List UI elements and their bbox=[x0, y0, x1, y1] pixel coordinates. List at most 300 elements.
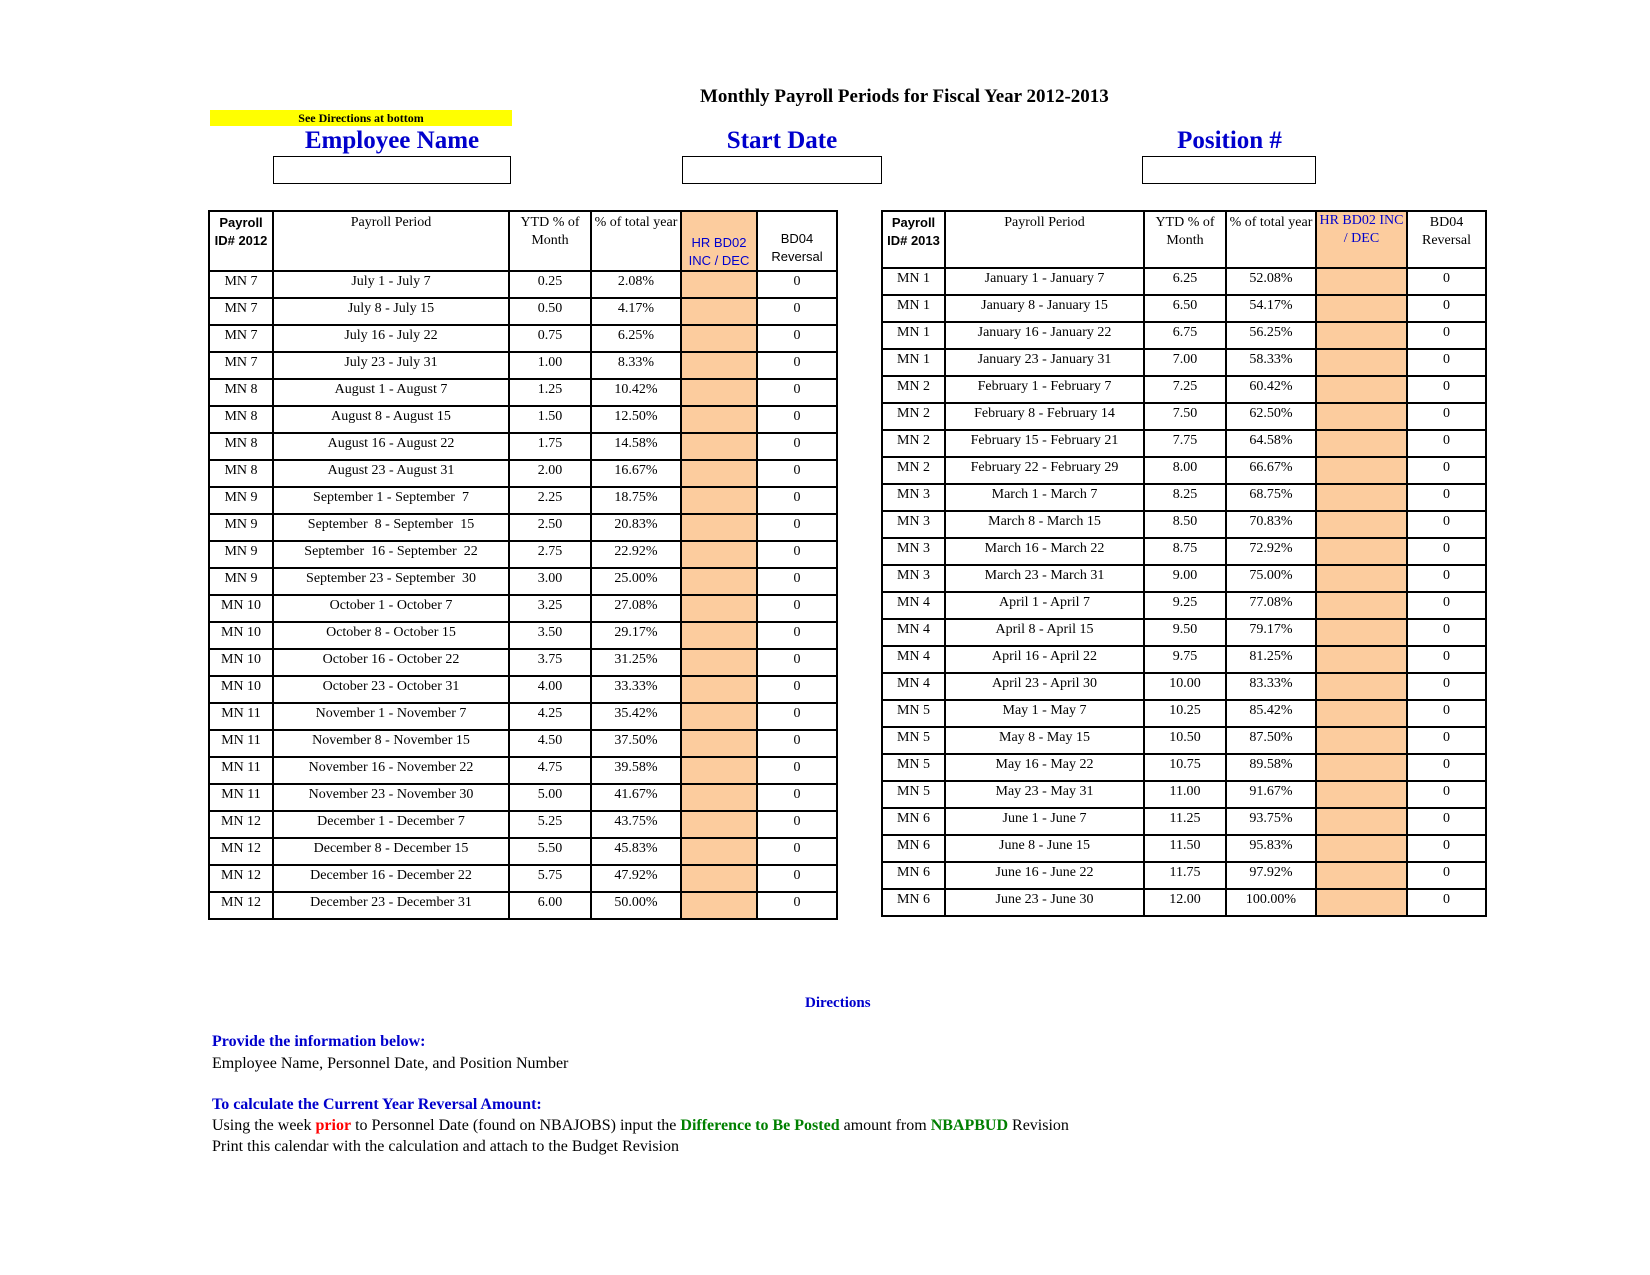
bd04-cell: 0 bbox=[1407, 646, 1486, 673]
bd04-cell: 0 bbox=[1407, 592, 1486, 619]
payroll-id-cell: MN 6 bbox=[882, 808, 945, 835]
pct-total-cell: 95.83% bbox=[1226, 835, 1316, 862]
table-row bbox=[882, 349, 1486, 376]
table-row bbox=[209, 595, 837, 622]
payroll-id-cell: MN 7 bbox=[209, 325, 273, 352]
start-date-label: Start Date bbox=[726, 127, 838, 154]
payroll-period-cell: August 1 - August 7 bbox=[273, 379, 509, 406]
ytd-cell: 2.25 bbox=[509, 487, 591, 514]
payroll-id-cell: MN 9 bbox=[209, 487, 273, 514]
payroll-id-cell: MN 6 bbox=[882, 889, 945, 916]
table-row bbox=[209, 865, 837, 892]
table-row bbox=[882, 457, 1486, 484]
bd04-cell: 0 bbox=[757, 865, 837, 892]
payroll-period-cell: May 8 - May 15 bbox=[945, 727, 1144, 754]
hr-bd02-cell[interactable] bbox=[681, 865, 757, 892]
hr-bd02-cell[interactable] bbox=[1316, 754, 1407, 781]
table-row bbox=[209, 811, 837, 838]
payroll-id-cell: MN 12 bbox=[209, 865, 273, 892]
payroll-period-cell: January 23 - January 31 bbox=[945, 349, 1144, 376]
table-row bbox=[209, 406, 837, 433]
ytd-cell: 0.75 bbox=[509, 325, 591, 352]
table-row bbox=[209, 352, 837, 379]
pct-total-cell: 39.58% bbox=[591, 757, 681, 784]
payroll-period-cell: February 8 - February 14 bbox=[945, 403, 1144, 430]
bd04-cell: 0 bbox=[757, 379, 837, 406]
table-row bbox=[209, 703, 837, 730]
table-row bbox=[882, 727, 1486, 754]
table-row bbox=[882, 592, 1486, 619]
payroll-period-cell: December 23 - December 31 bbox=[273, 892, 509, 919]
hr-bd02-cell[interactable] bbox=[1316, 646, 1407, 673]
bd04-cell: 0 bbox=[1407, 268, 1486, 295]
bd04-cell: 0 bbox=[1407, 430, 1486, 457]
ytd-cell: 9.25 bbox=[1144, 592, 1226, 619]
hr-bd02-cell[interactable] bbox=[1316, 430, 1407, 457]
pct-total-cell: 68.75% bbox=[1226, 484, 1316, 511]
ytd-cell: 5.00 bbox=[509, 784, 591, 811]
ytd-cell: 6.50 bbox=[1144, 295, 1226, 322]
bd04-cell: 0 bbox=[757, 568, 837, 595]
payroll-period-header: Payroll Period bbox=[945, 211, 1144, 268]
hr-bd02-cell[interactable] bbox=[681, 730, 757, 757]
table-row bbox=[882, 889, 1486, 916]
payroll-period-cell: October 16 - October 22 bbox=[273, 649, 509, 676]
payroll-id-cell: MN 6 bbox=[882, 862, 945, 889]
payroll-id-cell: MN 10 bbox=[209, 595, 273, 622]
bd04-cell: 0 bbox=[757, 892, 837, 919]
pct-total-cell: 45.83% bbox=[591, 838, 681, 865]
payroll-period-cell: April 1 - April 7 bbox=[945, 592, 1144, 619]
pct-total-cell: 58.33% bbox=[1226, 349, 1316, 376]
hr-bd02-cell[interactable] bbox=[681, 487, 757, 514]
ytd-cell: 2.75 bbox=[509, 541, 591, 568]
hr-bd02-cell[interactable] bbox=[1316, 835, 1407, 862]
calc-line-1-d: Revision bbox=[1008, 1117, 1069, 1134]
pct-total-cell: 64.58% bbox=[1226, 430, 1316, 457]
pct-total-cell: 93.75% bbox=[1226, 808, 1316, 835]
bd04-cell: 0 bbox=[1407, 727, 1486, 754]
bd04-cell: 0 bbox=[1407, 754, 1486, 781]
payroll-id-cell: MN 6 bbox=[882, 835, 945, 862]
bd04-cell: 0 bbox=[757, 595, 837, 622]
hr-bd02-cell[interactable] bbox=[1316, 376, 1407, 403]
payroll-id-cell: MN 3 bbox=[882, 565, 945, 592]
table-header-row bbox=[209, 211, 837, 271]
ytd-cell: 6.75 bbox=[1144, 322, 1226, 349]
payroll-id-cell: MN 9 bbox=[209, 568, 273, 595]
payroll-period-cell: September 8 - September 15 bbox=[273, 514, 509, 541]
payroll-period-cell: May 23 - May 31 bbox=[945, 781, 1144, 808]
hr-bd02-cell[interactable] bbox=[1316, 349, 1407, 376]
bd04-cell: 0 bbox=[757, 406, 837, 433]
hr-bd02-cell[interactable] bbox=[681, 541, 757, 568]
table-row bbox=[209, 784, 837, 811]
pct-total-cell: 31.25% bbox=[591, 649, 681, 676]
table-row bbox=[882, 511, 1486, 538]
payroll-period-cell: March 23 - March 31 bbox=[945, 565, 1144, 592]
payroll-period-cell: January 8 - January 15 bbox=[945, 295, 1144, 322]
table-row bbox=[882, 430, 1486, 457]
table-row bbox=[882, 295, 1486, 322]
hr-bd02-cell[interactable] bbox=[1316, 268, 1407, 295]
payroll-period-cell: April 23 - April 30 bbox=[945, 673, 1144, 700]
pct-total-cell: 8.33% bbox=[591, 352, 681, 379]
payroll-id-cell: MN 10 bbox=[209, 649, 273, 676]
table-row bbox=[209, 514, 837, 541]
bd04-cell: 0 bbox=[757, 622, 837, 649]
hr-bd02-cell[interactable] bbox=[1316, 565, 1407, 592]
pct-total-cell: 4.17% bbox=[591, 298, 681, 325]
bd04-cell: 0 bbox=[1407, 511, 1486, 538]
ytd-cell: 3.00 bbox=[509, 568, 591, 595]
bd04-header: BD04 Reversal bbox=[1407, 211, 1486, 268]
pct-total-header: % of total year bbox=[1226, 211, 1316, 268]
pct-total-cell: 66.67% bbox=[1226, 457, 1316, 484]
table-row bbox=[882, 808, 1486, 835]
ytd-cell: 4.00 bbox=[509, 676, 591, 703]
ytd-cell: 6.25 bbox=[1144, 268, 1226, 295]
payroll-id-cell: MN 7 bbox=[209, 271, 273, 298]
pct-total-cell: 81.25% bbox=[1226, 646, 1316, 673]
hr-bd02-cell[interactable] bbox=[681, 676, 757, 703]
payroll-id-cell: MN 4 bbox=[882, 619, 945, 646]
table-row bbox=[882, 862, 1486, 889]
hr-bd02-cell[interactable] bbox=[681, 703, 757, 730]
ytd-cell: 3.50 bbox=[509, 622, 591, 649]
bd04-cell: 0 bbox=[757, 460, 837, 487]
hr-bd02-cell[interactable] bbox=[681, 838, 757, 865]
ytd-cell: 8.25 bbox=[1144, 484, 1226, 511]
table-row bbox=[882, 268, 1486, 295]
pct-total-cell: 29.17% bbox=[591, 622, 681, 649]
payroll-id-cell: MN 3 bbox=[882, 484, 945, 511]
ytd-cell: 11.50 bbox=[1144, 835, 1226, 862]
hr-bd02-cell[interactable] bbox=[1316, 727, 1407, 754]
table-row bbox=[209, 460, 837, 487]
payroll-id-cell: MN 11 bbox=[209, 703, 273, 730]
bd04-cell: 0 bbox=[757, 352, 837, 379]
payroll-period-cell: September 16 - September 22 bbox=[273, 541, 509, 568]
pct-total-cell: 41.67% bbox=[591, 784, 681, 811]
payroll-id-cell: MN 3 bbox=[882, 511, 945, 538]
pct-total-cell: 83.33% bbox=[1226, 673, 1316, 700]
hr-bd02-cell[interactable] bbox=[1316, 295, 1407, 322]
payroll-id-cell: MN 9 bbox=[209, 541, 273, 568]
hr-bd02-cell[interactable] bbox=[681, 514, 757, 541]
ytd-cell: 10.50 bbox=[1144, 727, 1226, 754]
hr-bd02-cell[interactable] bbox=[681, 784, 757, 811]
hr-bd02-cell[interactable] bbox=[681, 568, 757, 595]
bd04-cell: 0 bbox=[757, 541, 837, 568]
employee-name-field[interactable] bbox=[273, 156, 511, 184]
hr-bd02-cell[interactable] bbox=[1316, 700, 1407, 727]
pct-total-cell: 25.00% bbox=[591, 568, 681, 595]
payroll-id-header: Payroll ID# 2013 bbox=[882, 211, 945, 268]
pct-total-cell: 91.67% bbox=[1226, 781, 1316, 808]
pct-total-cell: 35.42% bbox=[591, 703, 681, 730]
hr-bd02-cell[interactable] bbox=[681, 271, 757, 298]
hr-bd02-cell[interactable] bbox=[681, 811, 757, 838]
directions-banner: See Directions at bottom bbox=[210, 110, 512, 126]
hr-bd02-cell[interactable] bbox=[681, 325, 757, 352]
payroll-id-cell: MN 4 bbox=[882, 592, 945, 619]
payroll-id-cell: MN 1 bbox=[882, 322, 945, 349]
hr-bd02-cell[interactable] bbox=[1316, 403, 1407, 430]
hr-bd02-cell[interactable] bbox=[1316, 538, 1407, 565]
pct-total-cell: 10.42% bbox=[591, 379, 681, 406]
bd04-cell: 0 bbox=[757, 271, 837, 298]
start-date-field[interactable] bbox=[682, 156, 882, 184]
hr-bd02-cell[interactable] bbox=[1316, 862, 1407, 889]
table-row bbox=[209, 757, 837, 784]
hr-bd02-cell[interactable] bbox=[681, 757, 757, 784]
ytd-cell: 9.50 bbox=[1144, 619, 1226, 646]
table-row bbox=[209, 676, 837, 703]
hr-bd02-cell[interactable] bbox=[681, 298, 757, 325]
table-row bbox=[882, 835, 1486, 862]
ytd-cell: 9.75 bbox=[1144, 646, 1226, 673]
bd04-cell: 0 bbox=[757, 676, 837, 703]
pct-total-cell: 27.08% bbox=[591, 595, 681, 622]
payroll-id-cell: MN 8 bbox=[209, 460, 273, 487]
ytd-cell: 9.00 bbox=[1144, 565, 1226, 592]
difference-text: Difference to Be Posted bbox=[680, 1117, 840, 1134]
payroll-period-cell: July 1 - July 7 bbox=[273, 271, 509, 298]
payroll-id-cell: MN 10 bbox=[209, 676, 273, 703]
bd04-cell: 0 bbox=[1407, 862, 1486, 889]
ytd-cell: 12.00 bbox=[1144, 889, 1226, 916]
payroll-period-cell: May 1 - May 7 bbox=[945, 700, 1144, 727]
pct-total-cell: 12.50% bbox=[591, 406, 681, 433]
bd04-cell: 0 bbox=[1407, 565, 1486, 592]
bd04-cell: 0 bbox=[1407, 376, 1486, 403]
payroll-id-cell: MN 1 bbox=[882, 295, 945, 322]
ytd-cell: 1.75 bbox=[509, 433, 591, 460]
table-row bbox=[882, 781, 1486, 808]
ytd-cell: 1.00 bbox=[509, 352, 591, 379]
ytd-cell: 1.25 bbox=[509, 379, 591, 406]
bd04-cell: 0 bbox=[1407, 484, 1486, 511]
ytd-cell: 10.00 bbox=[1144, 673, 1226, 700]
position-field[interactable] bbox=[1142, 156, 1316, 184]
hr-bd02-cell[interactable] bbox=[1316, 673, 1407, 700]
payroll-period-cell: June 1 - June 7 bbox=[945, 808, 1144, 835]
provide-text: Employee Name, Personnel Date, and Position Number bbox=[212, 1055, 569, 1072]
payroll-id-cell: MN 1 bbox=[882, 349, 945, 376]
hr-bd02-cell[interactable] bbox=[681, 649, 757, 676]
table-row bbox=[882, 322, 1486, 349]
payroll-period-cell: October 8 - October 15 bbox=[273, 622, 509, 649]
ytd-cell: 11.25 bbox=[1144, 808, 1226, 835]
pct-total-cell: 79.17% bbox=[1226, 619, 1316, 646]
table-row bbox=[209, 892, 837, 919]
payroll-period-cell: November 8 - November 15 bbox=[273, 730, 509, 757]
table-row bbox=[209, 487, 837, 514]
payroll-id-cell: MN 11 bbox=[209, 757, 273, 784]
payroll-id-cell: MN 2 bbox=[882, 376, 945, 403]
ytd-header: YTD % of Month bbox=[509, 211, 591, 271]
payroll-id-cell: MN 11 bbox=[209, 784, 273, 811]
ytd-cell: 4.25 bbox=[509, 703, 591, 730]
payroll-period-cell: November 1 - November 7 bbox=[273, 703, 509, 730]
payroll-id-cell: MN 4 bbox=[882, 673, 945, 700]
ytd-cell: 11.00 bbox=[1144, 781, 1226, 808]
pct-total-cell: 16.67% bbox=[591, 460, 681, 487]
hr-bd02-cell[interactable] bbox=[681, 460, 757, 487]
payroll-id-cell: MN 5 bbox=[882, 727, 945, 754]
table-row bbox=[882, 484, 1486, 511]
pct-total-cell: 89.58% bbox=[1226, 754, 1316, 781]
payroll-period-cell: March 8 - March 15 bbox=[945, 511, 1144, 538]
ytd-cell: 8.50 bbox=[1144, 511, 1226, 538]
prior-text: prior bbox=[315, 1117, 352, 1134]
hr-bd02-cell[interactable] bbox=[681, 622, 757, 649]
page-title: Monthly Payroll Periods for Fiscal Year 2012-2013 bbox=[700, 86, 1109, 107]
payroll-period-cell: July 16 - July 22 bbox=[273, 325, 509, 352]
pct-total-cell: 14.58% bbox=[591, 433, 681, 460]
payroll-period-cell: August 16 - August 22 bbox=[273, 433, 509, 460]
payroll-period-cell: June 23 - June 30 bbox=[945, 889, 1144, 916]
payroll-period-cell: April 8 - April 15 bbox=[945, 619, 1144, 646]
directions-heading: Directions bbox=[805, 995, 871, 1011]
payroll-period-cell: December 8 - December 15 bbox=[273, 838, 509, 865]
hr-bd02-cell[interactable] bbox=[1316, 592, 1407, 619]
payroll-period-cell: August 23 - August 31 bbox=[273, 460, 509, 487]
pct-total-cell: 43.75% bbox=[591, 811, 681, 838]
table-row bbox=[882, 646, 1486, 673]
ytd-cell: 8.00 bbox=[1144, 457, 1226, 484]
hr-bd02-cell[interactable] bbox=[681, 406, 757, 433]
table-row bbox=[882, 538, 1486, 565]
hr-bd02-cell[interactable] bbox=[1316, 889, 1407, 916]
payroll-id-cell: MN 8 bbox=[209, 406, 273, 433]
pct-total-cell: 97.92% bbox=[1226, 862, 1316, 889]
bd04-cell: 0 bbox=[1407, 322, 1486, 349]
pct-total-cell: 56.25% bbox=[1226, 322, 1316, 349]
hr-bd02-cell[interactable] bbox=[1316, 484, 1407, 511]
calc-line-1 bbox=[212, 1117, 1069, 1135]
payroll-table-2013 bbox=[881, 210, 1487, 917]
ytd-cell: 8.75 bbox=[1144, 538, 1226, 565]
hr-bd02-cell[interactable] bbox=[681, 892, 757, 919]
provide-heading: Provide the information below: bbox=[212, 1033, 426, 1050]
ytd-cell: 5.25 bbox=[509, 811, 591, 838]
table-row bbox=[209, 568, 837, 595]
bd04-cell: 0 bbox=[1407, 457, 1486, 484]
pct-total-cell: 85.42% bbox=[1226, 700, 1316, 727]
bd04-cell: 0 bbox=[1407, 349, 1486, 376]
hr-bd02-cell[interactable] bbox=[1316, 808, 1407, 835]
calc-line-2: Print this calendar with the calculation and attach to the Budget Revision bbox=[212, 1138, 679, 1155]
pct-total-cell: 22.92% bbox=[591, 541, 681, 568]
payroll-period-cell: December 16 - December 22 bbox=[273, 865, 509, 892]
nbapbud-text: NBAPBUD bbox=[930, 1117, 1009, 1134]
bd04-cell: 0 bbox=[1407, 700, 1486, 727]
payroll-period-cell: February 15 - February 21 bbox=[945, 430, 1144, 457]
table-header-row bbox=[882, 211, 1486, 268]
payroll-period-cell: September 23 - September 30 bbox=[273, 568, 509, 595]
table-row bbox=[882, 700, 1486, 727]
hr-bd02-cell[interactable] bbox=[681, 433, 757, 460]
table-row bbox=[209, 730, 837, 757]
payroll-id-header: Payroll ID# 2012 bbox=[209, 211, 273, 271]
table-row bbox=[209, 298, 837, 325]
pct-total-cell: 6.25% bbox=[591, 325, 681, 352]
payroll-period-cell: October 1 - October 7 bbox=[273, 595, 509, 622]
payroll-id-cell: MN 8 bbox=[209, 433, 273, 460]
payroll-period-cell: September 1 - September 7 bbox=[273, 487, 509, 514]
bd04-cell: 0 bbox=[1407, 619, 1486, 646]
ytd-cell: 10.25 bbox=[1144, 700, 1226, 727]
bd04-cell: 0 bbox=[757, 487, 837, 514]
ytd-cell: 1.50 bbox=[509, 406, 591, 433]
payroll-id-cell: MN 7 bbox=[209, 352, 273, 379]
table-row bbox=[209, 271, 837, 298]
payroll-period-cell: January 1 - January 7 bbox=[945, 268, 1144, 295]
payroll-period-cell: March 16 - March 22 bbox=[945, 538, 1144, 565]
pct-total-cell: 100.00% bbox=[1226, 889, 1316, 916]
hr-bd02-cell[interactable] bbox=[1316, 781, 1407, 808]
hr-bd02-cell[interactable] bbox=[681, 595, 757, 622]
ytd-cell: 0.25 bbox=[509, 271, 591, 298]
payroll-id-cell: MN 5 bbox=[882, 781, 945, 808]
payroll-id-cell: MN 11 bbox=[209, 730, 273, 757]
hr-bd02-cell[interactable] bbox=[1316, 322, 1407, 349]
pct-total-cell: 62.50% bbox=[1226, 403, 1316, 430]
payroll-id-cell: MN 4 bbox=[882, 646, 945, 673]
ytd-cell: 2.50 bbox=[509, 514, 591, 541]
ytd-cell: 0.50 bbox=[509, 298, 591, 325]
bd04-cell: 0 bbox=[757, 433, 837, 460]
bd04-cell: 0 bbox=[757, 703, 837, 730]
payroll-id-cell: MN 12 bbox=[209, 838, 273, 865]
ytd-header: YTD % of Month bbox=[1144, 211, 1226, 268]
payroll-id-cell: MN 5 bbox=[882, 754, 945, 781]
payroll-id-cell: MN 7 bbox=[209, 298, 273, 325]
hr-bd02-cell[interactable] bbox=[681, 379, 757, 406]
pct-total-header: % of total year bbox=[591, 211, 681, 271]
payroll-period-cell: November 16 - November 22 bbox=[273, 757, 509, 784]
calc-heading: To calculate the Current Year Reversal Amount: bbox=[212, 1096, 542, 1113]
ytd-cell: 3.75 bbox=[509, 649, 591, 676]
pct-total-cell: 72.92% bbox=[1226, 538, 1316, 565]
hr-bd02-cell[interactable] bbox=[1316, 511, 1407, 538]
payroll-id-cell: MN 10 bbox=[209, 622, 273, 649]
hr-bd02-cell[interactable] bbox=[1316, 457, 1407, 484]
pct-total-cell: 70.83% bbox=[1226, 511, 1316, 538]
table-row bbox=[882, 619, 1486, 646]
bd04-cell: 0 bbox=[1407, 808, 1486, 835]
ytd-cell: 7.25 bbox=[1144, 376, 1226, 403]
payroll-id-cell: MN 2 bbox=[882, 403, 945, 430]
ytd-cell: 11.75 bbox=[1144, 862, 1226, 889]
payroll-period-cell: November 23 - November 30 bbox=[273, 784, 509, 811]
ytd-cell: 7.50 bbox=[1144, 403, 1226, 430]
ytd-cell: 2.00 bbox=[509, 460, 591, 487]
pct-total-cell: 75.00% bbox=[1226, 565, 1316, 592]
hr-bd02-cell[interactable] bbox=[1316, 619, 1407, 646]
payroll-period-cell: February 22 - February 29 bbox=[945, 457, 1144, 484]
pct-total-cell: 18.75% bbox=[591, 487, 681, 514]
payroll-id-cell: MN 2 bbox=[882, 430, 945, 457]
bd04-cell: 0 bbox=[1407, 889, 1486, 916]
payroll-id-cell: MN 9 bbox=[209, 514, 273, 541]
payroll-id-cell: MN 12 bbox=[209, 811, 273, 838]
ytd-cell: 7.00 bbox=[1144, 349, 1226, 376]
hr-bd02-cell[interactable] bbox=[681, 352, 757, 379]
pct-total-cell: 47.92% bbox=[591, 865, 681, 892]
